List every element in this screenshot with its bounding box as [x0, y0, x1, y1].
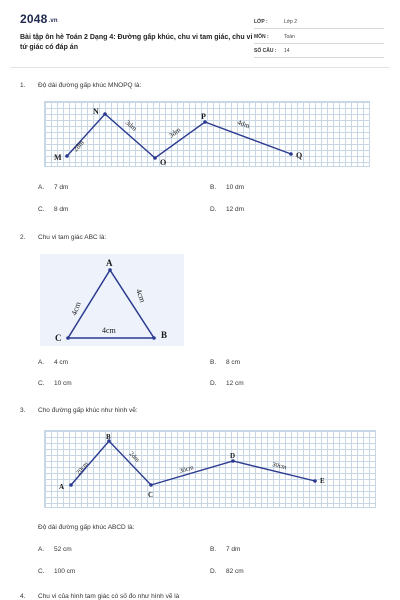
question-1-figure	[44, 101, 370, 167]
question-2-number: 2.	[20, 234, 26, 241]
question-4-text: Chu vi của hình tam giác có số đo như hình vẽ là	[38, 593, 180, 600]
question-1-option-c[interactable]: 8 dm	[54, 206, 69, 213]
label-b: B	[106, 433, 111, 441]
question-4-number: 4.	[20, 593, 26, 600]
class-value: Lớp 2	[284, 19, 298, 25]
question-1-text: Độ dài đường gấp khúc MNOPQ là:	[38, 82, 142, 89]
question-3-text: Cho đường gấp khúc như hình vẽ:	[38, 407, 138, 414]
question-3-option-b-letter: B.	[210, 546, 217, 553]
question-3-option-d[interactable]: 82 cm	[226, 568, 244, 575]
segment-bc-length: 2dm	[127, 450, 141, 464]
point-a	[69, 483, 73, 487]
label-a: A	[59, 483, 65, 491]
class-label: LỚP :	[254, 19, 268, 25]
point-o	[153, 156, 157, 160]
question-2-option-c[interactable]: 10 cm	[54, 380, 72, 387]
question-3-option-c-letter: C.	[38, 568, 45, 575]
label-n: N	[93, 107, 99, 116]
triangle-abc-diagram	[40, 254, 184, 346]
point-n	[103, 112, 107, 116]
question-3-figure	[44, 430, 376, 508]
point-a	[108, 268, 112, 272]
segment-cd-length: 30cm	[178, 464, 195, 475]
segment-cb-length: 4cm	[102, 326, 116, 335]
segment-ab-length: 20cm	[75, 460, 90, 477]
segment-no-length: 3dm	[123, 118, 139, 133]
question-1-option-a[interactable]: 7 dm	[54, 184, 69, 191]
label-m: M	[54, 153, 62, 162]
question-3-subtext: Độ dài đường gấp khúc ABCD là:	[38, 524, 135, 531]
question-2-option-b-letter: B.	[210, 359, 217, 366]
segment-ac-length: 4cm	[69, 300, 83, 317]
question-2-option-d-letter: D.	[210, 380, 217, 387]
question-1-option-b-letter: B.	[210, 184, 217, 191]
question-2-text: Chu vi tam giác ABC là:	[38, 234, 107, 241]
point-c	[66, 336, 70, 340]
question-1-option-d[interactable]: 12 dm	[226, 206, 245, 213]
question-2-option-a-letter: A.	[38, 359, 45, 366]
logo-suffix: .vn	[48, 18, 58, 24]
label-e: E	[320, 477, 325, 485]
question-2-option-a[interactable]: 4 cm	[54, 359, 69, 366]
point-q	[289, 152, 293, 156]
count-value: 14	[284, 48, 290, 54]
brand-logo[interactable]	[20, 12, 58, 26]
question-3-option-c[interactable]: 100 cm	[54, 568, 76, 575]
label-o: O	[160, 158, 167, 167]
question-2-option-c-letter: C.	[38, 380, 45, 387]
label-b: B	[161, 330, 168, 340]
label-c: C	[55, 333, 62, 343]
question-3-number: 3.	[20, 407, 26, 414]
question-1-option-a-letter: A.	[38, 184, 45, 191]
question-2-option-d[interactable]: 12 cm	[226, 380, 244, 387]
polyline-mnopq-diagram	[45, 102, 371, 168]
logo-text: 2048	[20, 12, 48, 26]
point-b	[152, 336, 156, 340]
question-1-option-b[interactable]: 10 dm	[226, 184, 245, 191]
question-1-option-c-letter: C.	[38, 206, 45, 213]
point-e	[313, 479, 317, 483]
segment-pq-length: 4dm	[236, 118, 251, 131]
question-2-figure	[40, 254, 184, 346]
subject-label: MÔN :	[254, 34, 269, 40]
question-2-option-b[interactable]: 8 cm	[226, 359, 241, 366]
label-c: C	[148, 491, 154, 499]
header-separator	[10, 67, 390, 68]
segment-de-length: 30cm	[271, 461, 288, 472]
segment-mn-length: 2dm	[71, 138, 86, 154]
subject-divider	[254, 43, 384, 44]
count-label: SỐ CÂU :	[254, 48, 277, 54]
subject-value: Toán	[284, 34, 295, 40]
point-c	[149, 483, 153, 487]
segment-ab-length: 4cm	[134, 287, 148, 304]
worksheet-title: Bài tập ôn hè Toán 2 Dạng 4: Đường gấp khúc, chu vi tam giác, chu vi tứ giác có đáp án	[20, 34, 253, 51]
question-3-option-b[interactable]: 7 dm	[226, 546, 241, 553]
label-a: A	[106, 258, 113, 268]
class-divider	[254, 28, 384, 29]
polyline-abcde-diagram	[45, 431, 377, 509]
question-3-option-a-letter: A.	[38, 546, 45, 553]
label-d: D	[230, 452, 236, 460]
label-p: P	[201, 112, 206, 121]
segment-op-length: 3dm	[167, 125, 183, 140]
label-q: Q	[296, 151, 303, 160]
question-3-option-d-letter: D.	[210, 568, 217, 575]
point-m	[65, 154, 69, 158]
polyline-mnopq	[67, 114, 291, 158]
question-1-number: 1.	[20, 82, 26, 89]
question-3-option-a[interactable]: 52 cm	[54, 546, 72, 553]
count-divider	[254, 57, 384, 58]
question-1-option-d-letter: D.	[210, 206, 217, 213]
